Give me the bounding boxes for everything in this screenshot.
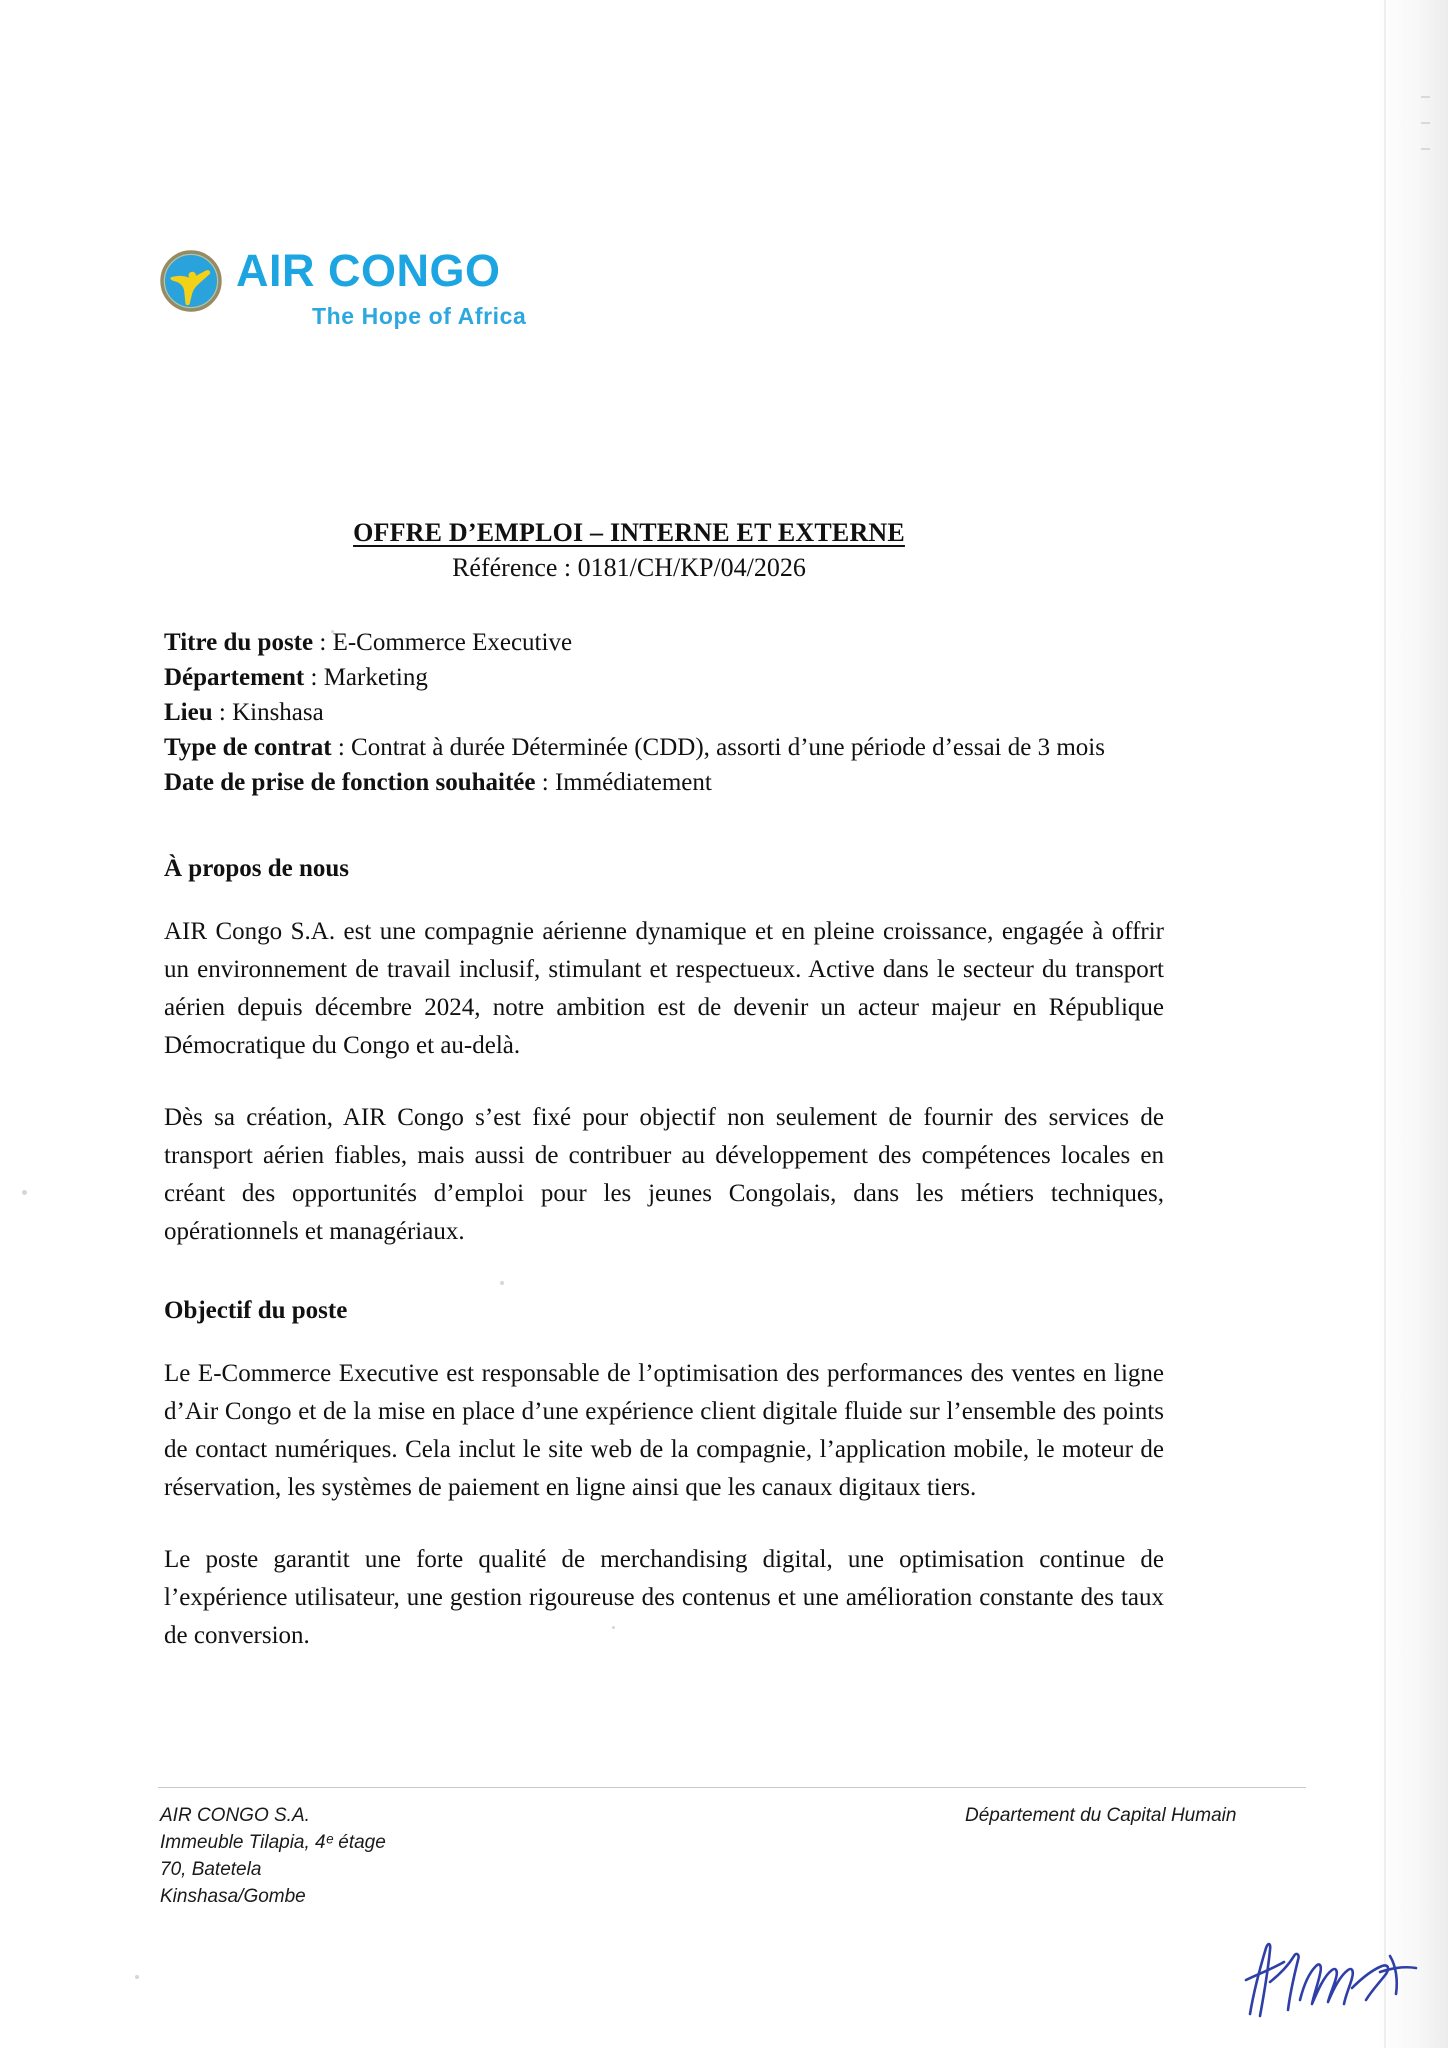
footer-department: Département du Capital Humain (965, 1805, 1237, 1826)
about-paragraph-2: Dès sa création, AIR Congo s’est fixé pour objectif non seulement de fournir des services de transport aérien fiables, mais aussi de contribuer au développement des compétences locales en créant des opportunités d’emploi pour les jeunes Congolais, dans les métiers techniques, opérationnels et managériaux. (164, 1104, 1164, 1245)
scan-artifact (1421, 148, 1430, 150)
meta-label: Type de contrat (164, 734, 332, 761)
scan-speck (22, 1190, 27, 1195)
meta-separator: : (535, 769, 555, 796)
footer-company-name: AIR CONGO S.A. (160, 1805, 310, 1826)
meta-value: E-Commerce Executive (332, 629, 573, 656)
meta-label: Département (164, 664, 305, 691)
handwritten-signature-icon (1240, 1928, 1430, 2028)
document-body (164, 855, 1164, 1655)
meta-label: Titre du poste (164, 629, 314, 656)
footer-address-line-3: Kinshasa/Gombe (160, 1886, 306, 1907)
scan-artifact (1421, 122, 1430, 124)
meta-value: Marketing (323, 664, 428, 691)
letterhead (160, 245, 527, 330)
scan-speck (135, 1975, 139, 1979)
meta-row-type-de-contrat (164, 730, 1164, 765)
meta-separator: : (313, 629, 333, 656)
page-title (124, 518, 1134, 548)
meta-value: Kinshasa (232, 699, 324, 726)
meta-row-departement (164, 660, 1164, 695)
footer-address-line-2: 70, Batetela (160, 1859, 262, 1880)
objective-paragraph-1: Le E-Commerce Executive est responsable de l’optimisation des performances des ventes en ligne d’Air Congo et de la mise en place d’une expérience client digitale fluide sur l’ensemble des points de contact numériques. Cela inclut le site web de la compagnie, l’application mobile, le moteur de réservation, les systèmes de paiement en ligne ainsi que les canaux digitaux tiers. (164, 1360, 1164, 1501)
meta-row-titre-du-poste (164, 625, 1164, 660)
footer-divider (158, 1787, 1306, 1788)
meta-row-date-de-prise-de-fonction (164, 765, 1164, 800)
logo-wordmark: AIR CONGO (236, 245, 501, 296)
footer-address-block (160, 1802, 386, 1910)
section-heading-about: À propos de nous (164, 855, 350, 882)
meta-row-lieu (164, 695, 1164, 730)
objective-paragraph-2: Le poste garantit une forte qualité de merchandising digital, une optimisation continue de l’expérience utilisateur, une gestion rigoureuse des contenus et une amélioration constante des taux de conversion. (164, 1546, 1164, 1649)
document-reference: Référence : 0181/CH/KP/04/2026 (452, 553, 806, 582)
air-congo-roundel-icon (160, 250, 222, 312)
scan-edge-gradient (1378, 0, 1448, 2048)
meta-label: Date de prise de fonction souhaitée (164, 769, 536, 796)
page-title-text: OFFRE D’EMPLOI – INTERNE ET EXTERNE (353, 518, 905, 547)
meta-value: Contrat à durée Déterminée (CDD), assorti d’une période d’essai de 3 mois (351, 734, 1105, 761)
meta-separator: : (304, 664, 324, 691)
job-meta-list (164, 625, 1164, 800)
section-heading-objective: Objectif du poste (164, 1297, 348, 1324)
meta-separator: : (331, 734, 352, 761)
meta-value: Immédiatement (554, 769, 712, 796)
scan-artifact (1421, 96, 1430, 98)
about-paragraph-1: AIR Congo S.A. est une compagnie aérienne dynamique et en pleine croissance, engagée à offrir un environnement de travail inclusif, stimulant et respectueux. Active dans le secteur du transport aérien depuis décembre 2024, notre ambition est de devenir un acteur majeur en République Démocratique du Congo et au-delà. (164, 918, 1164, 1059)
footer-address-line-1: Immeuble Tilapia, 4ᵉ étage (160, 1832, 386, 1853)
meta-separator: : (212, 699, 233, 726)
logo-tagline: The Hope of Africa (312, 303, 527, 329)
meta-label: Lieu (164, 699, 213, 726)
